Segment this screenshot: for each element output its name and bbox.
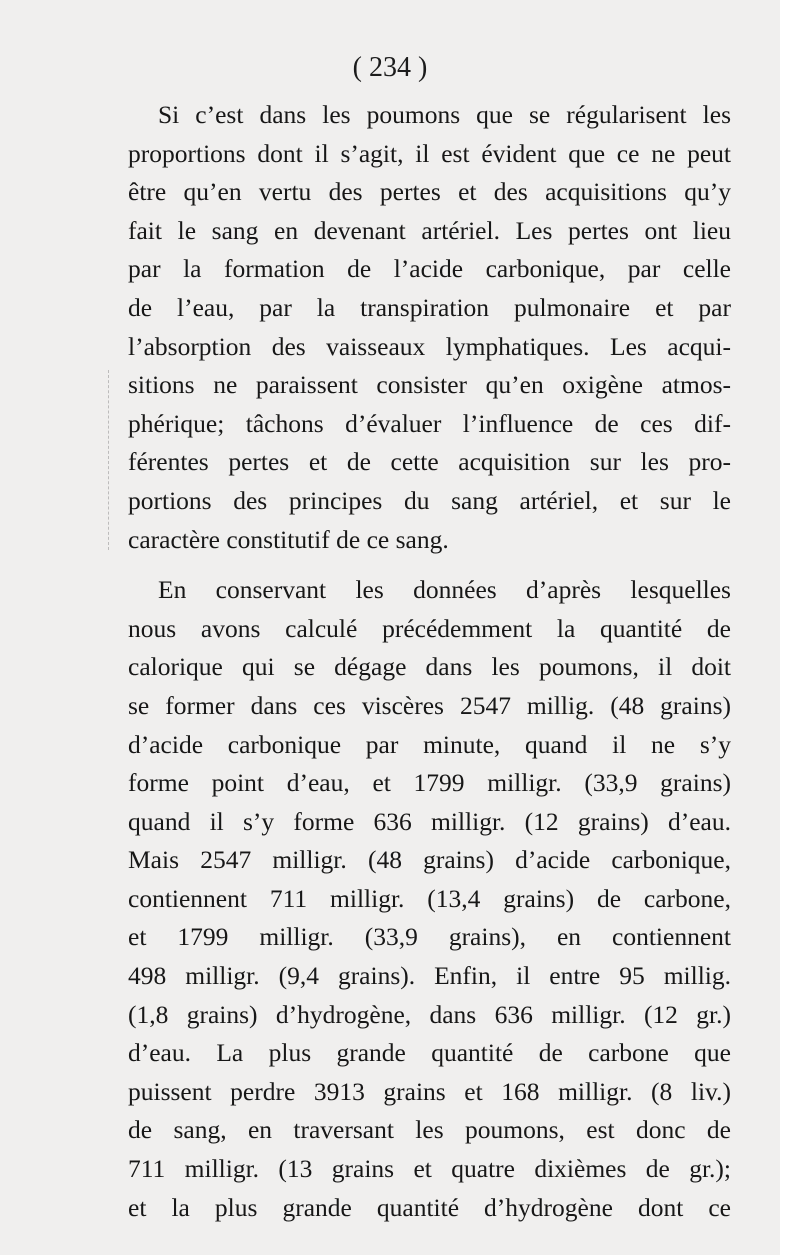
text-line: se former dans ces viscères 2547 millig. (48 grains) xyxy=(128,690,731,720)
page-number: ( 234 ) xyxy=(352,52,428,83)
text-line: proportions dont il s’agit, il est évident que ce ne peut xyxy=(128,138,731,168)
text-line: de l’eau, par la transpiration pulmonaire et par xyxy=(128,292,731,322)
text-line: 711 milligr. (13 grains et quatre dixièmes de gr.); xyxy=(128,1154,731,1184)
text-line: de sang, en traversant les poumons, est donc de xyxy=(128,1115,731,1145)
text-line: nous avons calculé précédemment la quantité de xyxy=(128,613,731,643)
text-line: être qu’en vertu des pertes et des acquisitions qu’y xyxy=(128,177,731,207)
paragraph-1 xyxy=(128,96,731,559)
text-line: fait le sang en devenant artériel. Les pertes ont lieu xyxy=(128,215,731,245)
text-line: phérique; tâchons d’évaluer l’influence de ces dif- xyxy=(128,408,731,438)
text-line: férentes pertes et de cette acquisition sur les pro- xyxy=(128,447,731,477)
text-line: (1,8 grains) d’hydrogène, dans 636 milligr. (12 gr.) xyxy=(128,999,731,1029)
text-line: forme point d’eau, et 1799 milligr. (33,9 grains) xyxy=(128,768,731,798)
text-line: Mais 2547 milligr. (48 grains) d’acide carbonique, xyxy=(128,845,731,875)
scan-margin xyxy=(780,0,800,1255)
text-line: l’absorption des vaisseaux lymphatiques. Les acqui- xyxy=(128,331,731,361)
text-line: Si c’est dans les poumons que se régularisent les xyxy=(158,100,731,129)
text-line: et 1799 milligr. (33,9 grains), en contiennent xyxy=(128,922,731,952)
text-line: portions des principes du sang artériel, et sur le xyxy=(128,485,731,515)
text-line: d’eau. La plus grande quantité de carbone que xyxy=(128,1038,731,1068)
text-line: d’acide carbonique par minute, quand il ne s’y xyxy=(128,729,731,759)
text-line: caractère constitutif de ce sang. xyxy=(128,524,449,554)
margin-pencil-mark xyxy=(108,370,110,550)
text-line: 498 milligr. (9,4 grains). Enfin, il entre 95 millig. xyxy=(128,961,731,991)
text-line: sitions ne paraissent consister qu’en oxigène atmos- xyxy=(128,370,731,400)
text-line: calorique qui se dégage dans les poumons, il doit xyxy=(128,652,731,682)
body-text xyxy=(128,96,731,1227)
text-line: puissent perdre 3913 grains et 168 milligr. (8 liv.) xyxy=(128,1076,731,1106)
text-line: et la plus grande quantité d’hydrogène dont ce xyxy=(128,1192,731,1222)
paragraph-gap xyxy=(128,559,731,571)
text-line: par la formation de l’acide carbonique, par celle xyxy=(128,254,731,284)
text-line: contiennent 711 milligr. (13,4 grains) de carbone, xyxy=(128,883,731,913)
text-line: quand il s’y forme 636 milligr. (12 grains) d’eau. xyxy=(128,806,731,836)
paragraph-2 xyxy=(128,571,731,1227)
text-line: En conservant les données d’après lesquelles xyxy=(158,575,731,605)
